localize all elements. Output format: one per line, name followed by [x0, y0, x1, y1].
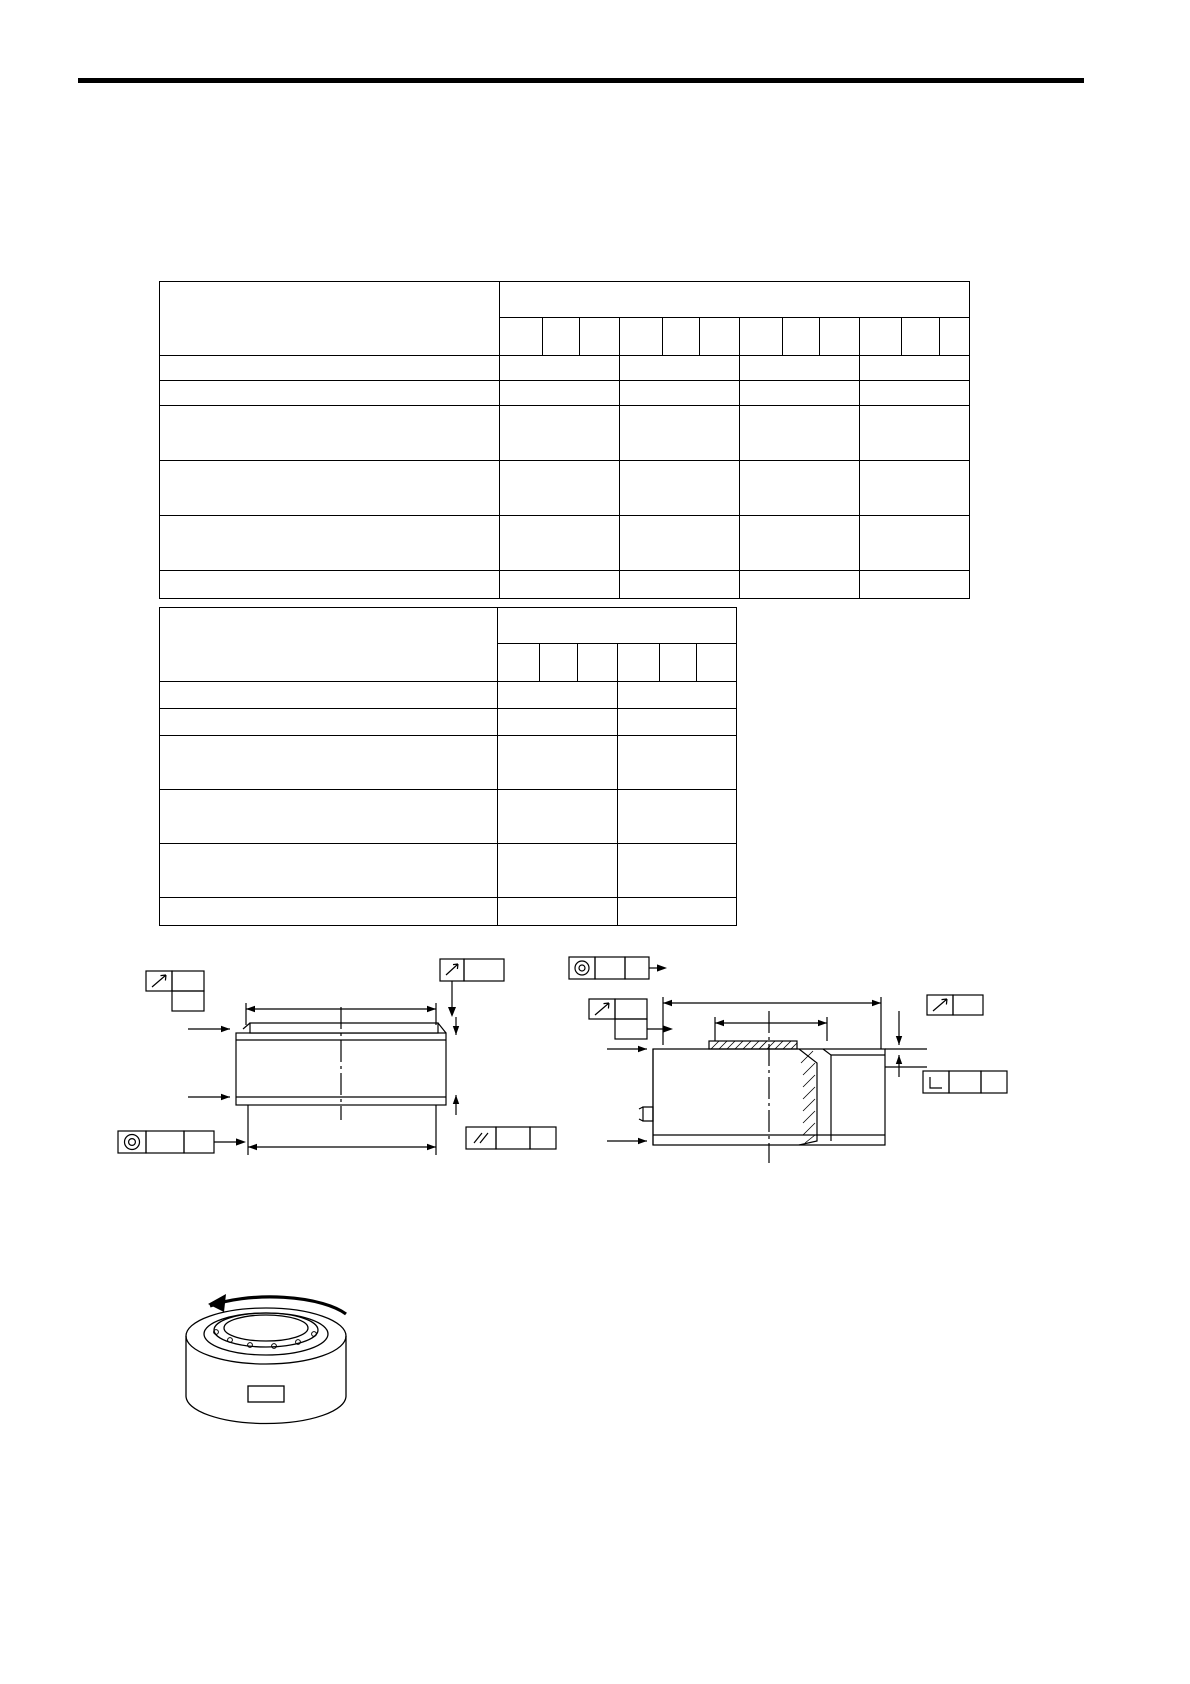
- table1-cell: [500, 571, 620, 599]
- tolerance-frame-bottom-right: [466, 1127, 556, 1149]
- table2-size-col-3: [577, 644, 617, 682]
- table1-size-col-5: [662, 318, 700, 356]
- table2-cell: [498, 898, 617, 926]
- table1-size-col-4: [620, 318, 662, 356]
- table1-row: [160, 406, 970, 461]
- table2-cell: [617, 682, 736, 709]
- table1-row-label: [160, 406, 500, 461]
- dimension-inner-width: [715, 1017, 827, 1041]
- table2-cell: [498, 790, 617, 844]
- table2-row-label: [160, 790, 498, 844]
- tolerance-frame-top-right-right-drawing: [927, 995, 983, 1015]
- tolerance-frame-top-right: [440, 959, 504, 1017]
- table1-cell: [860, 381, 970, 406]
- table2-size-col-5: [659, 644, 696, 682]
- table1-row: [160, 516, 970, 571]
- table2-size-col-1: [498, 644, 540, 682]
- table2-cell: [617, 709, 736, 736]
- table1-cell: [500, 381, 620, 406]
- table1-size-col-11: [902, 318, 940, 356]
- table1-corner-header: [160, 282, 500, 356]
- table1-row: [160, 356, 970, 381]
- bearing-rotation-illustration: [150, 1270, 410, 1450]
- dimension-right-heights: [885, 1011, 927, 1077]
- leader-arrows-right-drawing: [607, 1046, 647, 1144]
- tolerance-frame-top-left: [146, 971, 204, 1011]
- rotation-arrow-head: [208, 1294, 226, 1312]
- tolerance-frame-bottom-left: [118, 1131, 246, 1153]
- table2-cell: [498, 709, 617, 736]
- table1-size-col-2: [542, 318, 580, 356]
- table2-size-col-4: [617, 644, 659, 682]
- table1-cell: [860, 406, 970, 461]
- table1-cell: [500, 356, 620, 381]
- dimension-bottom-width: [248, 1105, 436, 1155]
- table2-cell: [617, 898, 736, 926]
- header-rule: [78, 78, 1084, 83]
- table1-row: [160, 461, 970, 516]
- table1-cell: [860, 356, 970, 381]
- table2-size-col-6: [697, 644, 737, 682]
- specification-table-primary: [159, 281, 970, 599]
- table1-cell: [620, 516, 740, 571]
- table2-row-label: [160, 682, 498, 709]
- table2-size-col-2: [540, 644, 577, 682]
- table2-row-label: [160, 736, 498, 790]
- table1-size-col-1: [500, 318, 542, 356]
- table1-cell: [620, 381, 740, 406]
- tolerance-frame-mid-left-right-drawing: [589, 999, 673, 1039]
- table1-cell: [860, 461, 970, 516]
- table1-cell: [500, 516, 620, 571]
- specification-table-secondary: [159, 607, 737, 926]
- table1-row: [160, 381, 970, 406]
- table1-cell: [620, 571, 740, 599]
- table2-row-label: [160, 709, 498, 736]
- table2-group-header: [498, 608, 737, 644]
- table1-row-label: [160, 461, 500, 516]
- table1-size-col-8: [782, 318, 820, 356]
- table2-cell: [498, 736, 617, 790]
- table1-size-col-12: [940, 318, 970, 356]
- bearing-body-outline-right: [639, 1041, 885, 1145]
- cross-section-drawing-right: [555, 945, 1075, 1185]
- table1-cell: [740, 571, 860, 599]
- table1-row-label: [160, 516, 500, 571]
- table2-row: [160, 898, 737, 926]
- table2-row-label: [160, 898, 498, 926]
- table1-cell: [740, 516, 860, 571]
- table1-row: [160, 571, 970, 599]
- table2-row: [160, 682, 737, 709]
- table1-cell: [620, 406, 740, 461]
- table2-corner-header: [160, 608, 498, 682]
- table1-cell: [500, 406, 620, 461]
- table1-cell: [740, 381, 860, 406]
- table1-size-col-3: [580, 318, 620, 356]
- table1-row-label: [160, 381, 500, 406]
- dimension-right-height: [453, 1017, 459, 1115]
- table1-cell: [500, 461, 620, 516]
- table1-size-col-7: [740, 318, 782, 356]
- table2-row: [160, 844, 737, 898]
- table2-row: [160, 709, 737, 736]
- table1-cell: [620, 356, 740, 381]
- table2-cell: [498, 844, 617, 898]
- cross-section-drawing-left: [100, 945, 570, 1185]
- table1-size-col-10: [860, 318, 902, 356]
- table1-cell: [740, 461, 860, 516]
- table2-row: [160, 736, 737, 790]
- table1-size-col-9: [820, 318, 860, 356]
- tolerance-frame-bottom-right-right-drawing: [923, 1071, 1007, 1093]
- table2-cell: [617, 736, 736, 790]
- table1-cell: [620, 461, 740, 516]
- table1-cell: [740, 356, 860, 381]
- table2-cell: [617, 790, 736, 844]
- bearing-name-plate: [248, 1386, 284, 1402]
- table1-group-header: [500, 282, 970, 318]
- table2-cell: [617, 844, 736, 898]
- table1-cell: [740, 406, 860, 461]
- table1-cell: [860, 516, 970, 571]
- table1-row-label: [160, 356, 500, 381]
- table2-cell: [498, 682, 617, 709]
- table2-row: [160, 790, 737, 844]
- table2-row-label: [160, 844, 498, 898]
- table1-cell: [860, 571, 970, 599]
- leader-arrows-left: [188, 1026, 230, 1100]
- table1-row-label: [160, 571, 500, 599]
- table1-size-col-6: [700, 318, 740, 356]
- tolerance-frame-top-left-right-drawing: [569, 957, 667, 979]
